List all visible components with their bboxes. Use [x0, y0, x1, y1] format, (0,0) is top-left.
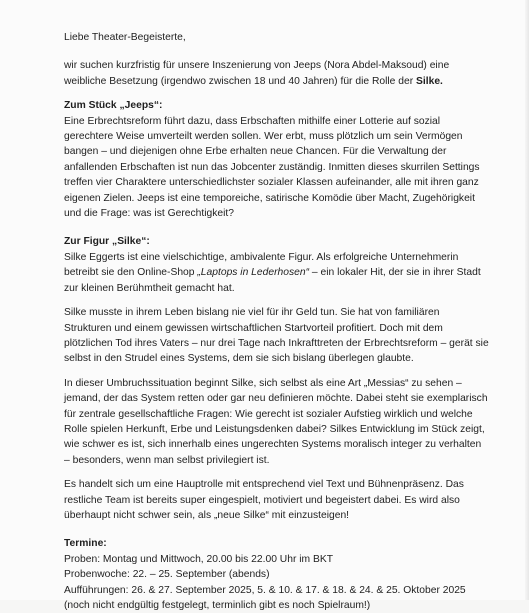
hauptrolle-paragraph: Es handelt sich um eine Hauptrolle mit entsprechend viel Text und Bühnenpräsenz. Das restliche Team ist bereits super eingespielt, motiviert und begeistert dabei. Es wird also überhaupt nicht schwer sein, als „neue Silke“ mit einzusteigen!	[64, 479, 464, 521]
stueck-paragraph: Eine Erbrechtsreform führt dazu, dass Erbschaften mithilfe einer Lotterie auf sozial gerechtere Weise umverteilt werden sollen. Wer erbt, muss plötzlich um sein Vermögen bangen – und diejenigen ohne Erbe erhalten neue Chancen. Für die Verwaltung der anfallenden Erbschaften ist nun das Jobcenter zuständig. Inmitten dieses skurrilen Settings treffen vier Charaktere unterschiedlichster sozialer Klassen aufeinander, alle mit ihren ganz eigenen Zielen. Jeeps ist eine temporeiche, satirische Komödie über Macht, Zugehörigkeit und die Frage: was ist Gerechtigkeit?	[64, 115, 480, 220]
figur-heading: Zur Figur „Silke“:	[64, 236, 150, 248]
figur-p1-text: Silke Eggerts ist eine vielschichtige, ambivalente Figur. Als erfolgreiche Unternehmerin betreibt sie den Online-Shop	[64, 251, 459, 279]
stueck-heading: Zum Stück „Jeeps“:	[64, 100, 163, 112]
termine-heading: Termine:	[64, 538, 107, 550]
intro-text: wir suchen kurzfristig für unsere Inszenierung von Jeeps (Nora Abdel-Maksoud) eine weibliche Besetzung (irgendwo zwischen 18 und 40 Jahren) für die Rolle der	[64, 60, 450, 87]
termine-auffuehrungen: Aufführungen: 26. & 27. September 2025, 5. & 10. & 17. & 18. & 24. & 25. Oktober 2025	[64, 584, 466, 596]
termine-probenwoche: Probenwoche: 22. – 25. September (abends)	[64, 569, 270, 581]
figur-paragraph-2: Silke musste in ihrem Leben bislang nie viel für ihr Geld tun. Sie hat von familiären Strukturen und einem gewissen wirtschaftlichen Startvorteil profitiert. Doch mit dem plötzlichen Tod ihres Vaters – nur drei Tage nach Inkrafttreten der Erbrechtsreform – gerät sie selbst in den Strudel eines Systems, dem sie sich bislang überlegen glaubte.	[64, 307, 489, 365]
role-name: Silke.	[416, 75, 443, 87]
shop-name: „Laptops in Lederhosen“	[197, 267, 310, 279]
figur-p1-end: – ein lokaler Hit, der sie in ihrer Stadt zur kleinen Berühmtheit gemacht hat.	[64, 267, 481, 294]
termine-list	[64, 552, 489, 613]
figur-paragraph-1	[64, 250, 489, 296]
termine-hinweis: (noch nicht endgültig festgelegt, terminlich gibt es noch Spielraum!)	[64, 600, 371, 611]
termine-proben: Proben: Montag und Mittwoch, 20.00 bis 22.00 Uhr im BKT	[64, 553, 334, 565]
intro-paragraph	[64, 58, 489, 89]
figur-paragraph-3: In dieser Umbruchssituation beginnt Silke, sich selbst als eine Art „Messias“ zu sehen – jemand, der das System retten oder gar neu definieren möchte. Dabei steht sie exemplarisch für zentrale gesellschaftliche Fragen: Wie gerecht ist sozialer Aufstieg wirklich und welche Rolle spielen Herkunft, Erbe und Leistungsdenken dabei? Silkes Entwicklung im Stück zeigt, wie schwer es ist, sich innerhalb eines ungerechten Systems moralisch integer zu verhalten – besonders, wenn man selbst privilegiert ist.	[64, 377, 488, 466]
greeting: Liebe Theater-Begeisterte,	[64, 32, 186, 43]
